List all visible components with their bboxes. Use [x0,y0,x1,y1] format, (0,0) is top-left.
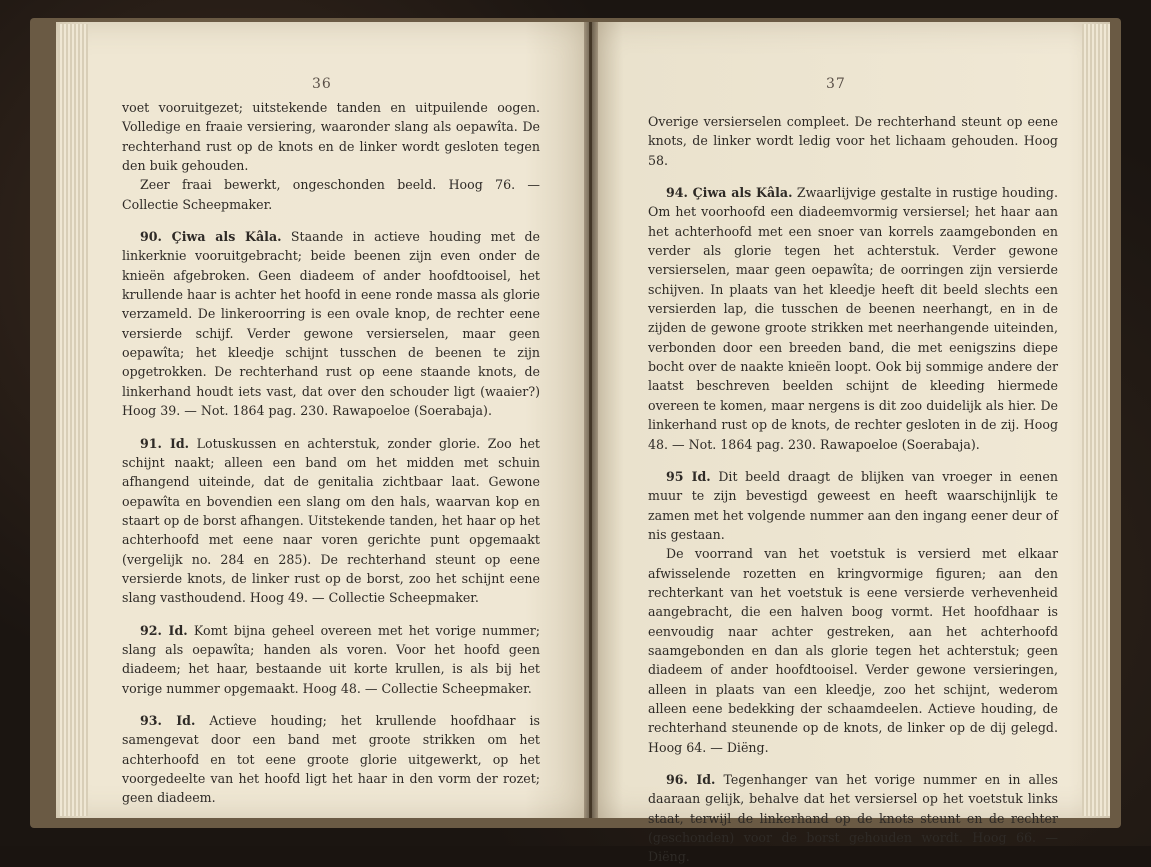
paragraph [648,467,1058,544]
page-number-right: 37 [826,76,846,92]
entry-body: Actieve houding; het krullende hoofdhaar is samengevat door een band met groote strikken om het achterhoofd en tot eene groote glorie uitgewerkt, op het voorgedeelte van het hoofd ligt het haar in den vorm der rozet; geen diadeem. [122,712,540,806]
paragraph [648,770,1058,867]
paragraph [122,434,540,608]
entry-heading: 92. Id. [140,622,188,638]
right-page-text [648,112,1058,867]
entry-body: Zeer fraai bewerkt, ongeschonden beeld. Hoog 76. — Collectie Scheepmaker. [122,177,540,212]
page-number-left: 36 [312,76,332,92]
entry-heading: 90. Çiwa als Kâla. [140,229,282,245]
paragraph [122,98,540,175]
entry-body: Zwaarlijvige gestalte in rustige houding. Om het voorhoofd een diadeemvormig versiersel; het haar aan het achterhoofd met een snoer van korrels zaamgebonden en verder als glorie tegen het achterstuk. Verder gewone versierselen, maar geen oepawîta; de oorringen zijn versierde schijven. In plaats van het kleedje heeft dit beeld slechts een versierden lap, die tusschen de beenen neerhangt, en in de zijden de gewone groote strikken met neerhangende uiteinden, verbonden door een breeden band, die met eenigszins diepe bocht over de naakte knieën loopt. Ook bij sommige andere der laatst beschreven beelden schijnt de kleeding hiermede overeen te komen, maar nergens is dit zoo duidelijk als hier. De linkerhand rust op de knots, de rechter gesloten in de zij. Hoog 48. — Not. 1864 pag. 230. Rawapoeloe (Soerabaja). [648,185,1058,452]
entry-heading: 91. Id. [140,435,190,451]
left-page-text [122,98,540,808]
entry-body: Komt bijna geheel overeen met het vorige nummer; slang als oepawîta; handen als voren. Voor het hoofd geen diadeem; het haar, bestaande uit korte krullen, is als bij het vorige nummer opgemaakt. Hoog 48. — Collectie Scheepmaker. [122,622,540,696]
paragraph [648,544,1058,757]
entry-heading: 95 Id. [666,468,711,484]
entry-body: Lotuskussen en achterstuk, zonder glorie. Zoo het schijnt naakt; alleen een band om het midden met schuin afhangend uiteinde, dat de genitalia zichtbaar laat. Gewone oepawîta en bovendien een slang om den hals, waarvan kop en staart op de borst afhangen. Uitstekende tanden, het haar op het achterhoofd met eene naar voren gerichte punt opgemaakt (vergelijk no. 284 en 285). De rechterhand steunt op eene versierde knots, de linker rust op de borst, zoo het schijnt eene slang vasthoudend. Hoog 49. — Collectie Scheepmaker. [122,435,540,606]
entry-body: Tegenhanger van het vorige nummer en in alles daaraan gelijk, behalve dat het versiersel op het voetstuk links staat, terwijl de linkerhand op de knots steunt en de rechter (geschonden) voor de borst gehouden wordt. Hoog 66. — Diëng. [648,772,1058,865]
paragraph [122,227,540,420]
entry-body: Overige versierselen compleet. De rechterhand steunt op eene knots, de linker wordt ledig voor het lichaam gehouden. Hoog 58. [648,114,1058,168]
paragraph [122,621,540,698]
entry-body: voet vooruitgezet; uitstekende tanden en uitpuilende oogen. Volledige en fraaie versiering, waaronder slang als oepawîta. De rechterhand rust op de knots en de linker wordt gesloten tegen den buik gehouden. [122,100,540,174]
left-page-edges [58,24,88,816]
paragraph [648,112,1058,170]
entry-body: Staande in actieve houding met de linkerknie vooruitgebracht; beide beenen zijn even onder de knieën afgebroken. Geen diadeem of ander hoofdtooisel, het krullende haar is achter het hoofd in eene ronde massa als glorie verzameld. De linkeroorring is een ovale knop, de rechter eene versierde schijf. Verder gewone versierselen, maar geen oepawîta; het kleedje schijnt tusschen de beenen te zijn opgetrokken. De rechterhand rust op eene staande knots, de linkerhand houdt iets vast, dat over den schouder ligt (waaier?) Hoog 39. — Not. 1864 pag. 230. Rawapoeloe (Soerabaja). [122,229,540,419]
paragraph [122,711,540,808]
paragraph [122,175,540,214]
entry-heading: 94. Çiwa als Kâla. [666,185,793,201]
entry-body: Dit beeld draagt de blijken van vroeger in eenen muur te zijn bevestigd geweest en heeft waarschijnlijk te zamen met het volgende nummer aan den ingang eener deur of nis gestaan. [648,468,1058,542]
paragraph [648,183,1058,454]
book-gutter [584,22,598,818]
entry-heading: 93. Id. [140,712,196,728]
right-page-edges [1082,24,1110,816]
entry-heading: 96. Id. [666,772,716,787]
entry-body: De voorrand van het voetstuk is versierd met elkaar afwisselende rozetten en kringvormige figuren; aan den rechterkant van het voetstuk is eene versierde verhevenheid aangebracht, die een halven boog vormt. Het hoofdhaar is eenvoudig naar achter gestreken, aan het achterhoofd saamgebonden en dan als glorie tegen het achterstuk; geen diadeem of ander hoofdtooisel. Verder gewone versieringen, alleen in plaats van een kleedje, zoo het schijnt, wederom alleen eene bedekking der schaamdeelen. Actieve houding, de rechterhand steunende op de knots, de linker op de dij gelegd. Hoog 64. — Diëng. [648,546,1058,755]
